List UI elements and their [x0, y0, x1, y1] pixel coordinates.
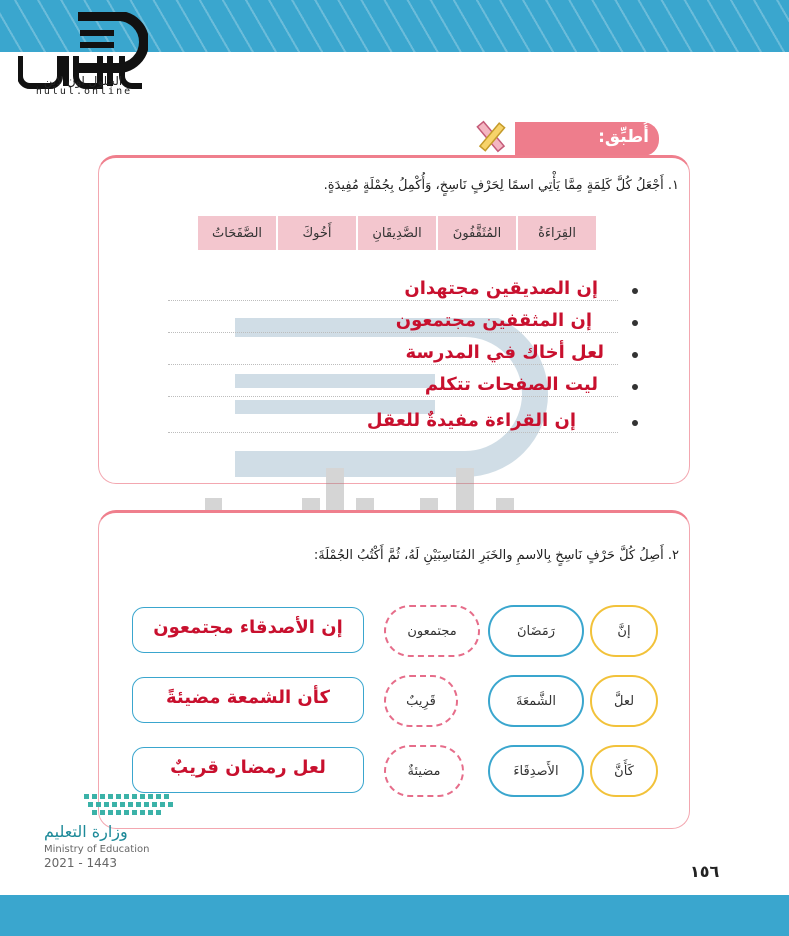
sentence-box — [132, 747, 364, 793]
word-bank-item: المُثَقَّفُونَ — [436, 216, 516, 250]
word-bank-item: أَخُوكَ — [276, 216, 356, 250]
sentence-text: إن الأصدقاء مجتمعون — [153, 617, 343, 638]
bullet-icon — [632, 320, 638, 326]
ministry-name-en: Ministry of Education — [44, 844, 150, 855]
ministry-name-ar: وزارة التعليم — [44, 822, 128, 841]
particle-oval[interactable]: لعلَّ — [590, 675, 658, 727]
predicate-oval[interactable]: مضيئةٌ — [384, 745, 464, 797]
word-bank-item: الصَّدِيقَانِ — [356, 216, 436, 250]
page-number: ١٥٦ — [690, 862, 720, 881]
word-bank-item: القِرَاءَةُ — [516, 216, 596, 250]
ministry-year: 2021 - 1443 — [44, 856, 118, 870]
noun-oval[interactable]: الأَصدِقَاءَ — [488, 745, 584, 797]
bullet-icon — [632, 288, 638, 294]
ministry-logo — [44, 792, 184, 872]
practice-header — [515, 122, 659, 156]
predicate-oval[interactable]: مجتمعون — [384, 605, 480, 657]
answer-text: لعل أخاك في المدرسة — [405, 342, 604, 363]
bullet-icon — [632, 352, 638, 358]
predicate-oval[interactable]: قَرِيبٌ — [384, 675, 458, 727]
answer-line — [168, 278, 638, 304]
sentence-text: لعل رمضان قريبٌ — [170, 757, 326, 778]
bullet-icon — [632, 384, 638, 390]
answer-text: ليت الصفحات تتكلم — [424, 374, 598, 395]
exercise-2-instruction: ٢. أَصِلُ كُلَّ حَرْفٍ نَاسِخٍ بِالاسمِ والخَبَرِ المُنَاسِبَيْنِ لَهُ، ثُمَّ أَكْتُبُ الجُمْلَةَ: — [313, 548, 679, 563]
ministry-emblem-icon — [84, 792, 218, 818]
noun-oval[interactable]: رَمَضَانَ — [488, 605, 584, 657]
exercise-1-instruction: ١. أَجْعَلُ كُلَّ كَلِمَةٍ مِمَّا يَأْتِي اسمًا لِحَرْفٍ نَاسِخٍ، وَأُكْمِلُ بِجُمْلَةٍ مُفِيدَةٍ. — [323, 178, 679, 193]
particle-oval[interactable]: كَأَنَّ — [590, 745, 658, 797]
logo-subtitle-ar: الحلول اون لاين — [43, 74, 123, 88]
word-bank — [196, 216, 596, 250]
sentence-box — [132, 677, 364, 723]
logo-domain: hulul.online — [35, 86, 133, 97]
bottom-banner — [0, 895, 789, 936]
answer-line — [168, 342, 638, 368]
noun-oval[interactable]: الشَّمعَةَ — [488, 675, 584, 727]
bullet-icon — [632, 420, 638, 426]
sentence-box — [132, 607, 364, 653]
answer-text: إن المثقفين مجتمعون — [395, 310, 592, 331]
pencil-ruler-icon — [474, 118, 510, 158]
particle-oval[interactable]: إنَّ — [590, 605, 658, 657]
answer-text: إن الصديقين مجتهدان — [404, 278, 598, 299]
practice-label: أُطبِّق: — [598, 127, 649, 147]
answer-line — [168, 410, 638, 436]
answer-line — [168, 310, 638, 336]
word-bank-item: الصَّفَحَاتُ — [196, 216, 276, 250]
sentence-text: كأن الشمعة مضيئةً — [165, 687, 330, 708]
answer-line — [168, 374, 638, 400]
answer-text: إن القراءة مفيدةٌ للعقل — [366, 410, 576, 431]
